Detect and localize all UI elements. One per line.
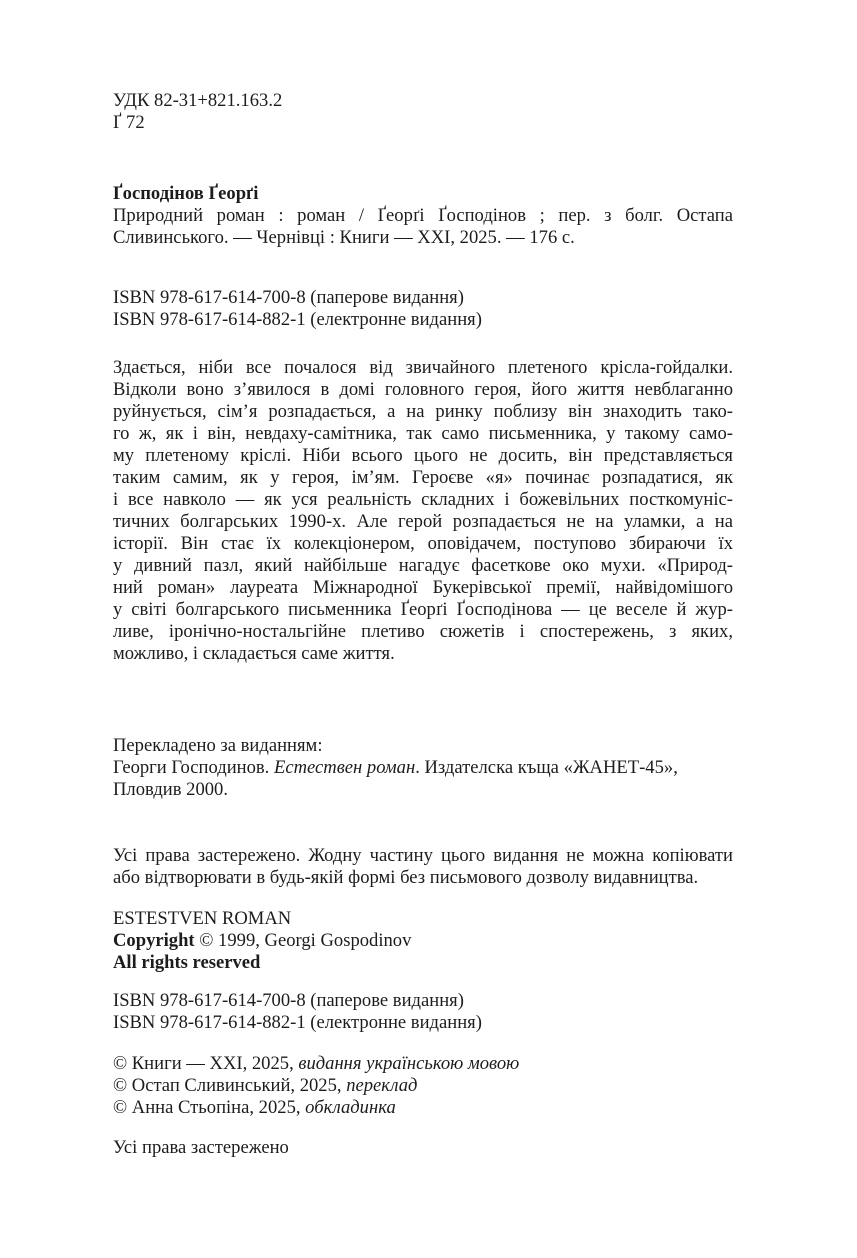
- record-description-line: Природний роман : роман / Ґеорґі Ґосподінов ; пер. з болг. Остапа: [113, 205, 733, 226]
- isbn-print: ISBN 978-617-614-700-8 (паперове видання): [113, 990, 464, 1011]
- annotation-line: руйнується, сім’я розпадається, а на ринку поблизу він знаходить тако-: [113, 401, 733, 422]
- author-mark: Ґ 72: [113, 112, 145, 133]
- isbn-list-bottom: [113, 990, 733, 1034]
- source-title: Естествен роман: [273, 757, 416, 778]
- source-edition-line: [113, 757, 733, 779]
- copyright-role: видання українською мовою: [298, 1053, 520, 1074]
- source-author: Георги Господинов.: [113, 757, 274, 778]
- original-title: ESTESTVEN ROMAN: [113, 908, 292, 929]
- annotation-line: у дивний пазл, який найбільше нагадує фасеткове око мухи. «Природ-: [113, 555, 733, 576]
- annotation-line: Здається, ніби все почалося від звичайного плетеного крісла-гойдалки.: [113, 357, 733, 378]
- copyright-publisher: [113, 1053, 733, 1075]
- udk-code: УДК 82-31+821.163.2: [113, 90, 283, 111]
- annotation-line: і все навколо — як уся реальність складних і божевільних посткомуніс-: [113, 489, 733, 510]
- original-copyright-line: [113, 930, 733, 952]
- copyright-role: обкладинка: [305, 1097, 396, 1118]
- all-rights-reserved: All rights reserved: [113, 952, 261, 973]
- isbn-electronic: ISBN 978-617-614-882-1 (електронне видання): [113, 309, 482, 330]
- isbn-print: ISBN 978-617-614-700-8 (паперове видання): [113, 287, 464, 308]
- rights-line: або відтворювати в будь-якій формі без письмового дозволу видавництва.: [113, 867, 699, 888]
- copyright-label: Copyright: [113, 930, 195, 951]
- bibliographic-record: [113, 183, 733, 249]
- isbn-list-top: [113, 287, 733, 331]
- annotation-line: Відколи воно з’явилося в домі головного героя, його життя невблаганно: [113, 379, 733, 400]
- copyright-translator: [113, 1075, 733, 1097]
- source-place-year: Пловдив 2000.: [113, 779, 228, 800]
- annotation-line: історії. Він стає їх колекціонером, оповідачем, поступово збираючи їх: [113, 533, 733, 554]
- ukrainian-copyrights: [113, 1053, 733, 1119]
- copyright-text: © Остап Сливинський, 2025,: [113, 1075, 347, 1096]
- annotation: [113, 357, 733, 665]
- annotation-line: таким самим, як у героя, ім’ям. Героєве «я» починає розпадатися, як: [113, 467, 733, 488]
- annotation-line: ний роман» лауреата Міжнародної Букерівської премії, найвідомішого: [113, 577, 733, 598]
- catalog-codes: [113, 90, 733, 134]
- record-author: Ґосподінов Ґеорґі: [113, 183, 259, 204]
- original-copyright: [113, 908, 733, 974]
- final-rights: [113, 1137, 733, 1159]
- annotation-line: му плетеному кріслі. Ніби всього цього не досить, він представляється: [113, 445, 733, 466]
- rights-line: Усі права застережено. Жодну частину цього видання не можна копіювати: [113, 845, 733, 866]
- annotation-line: го ж, як і він, невдаху-самітника, так само письменника, у такому само-: [113, 423, 733, 444]
- final-rights-text: Усі права застережено: [113, 1137, 289, 1158]
- annotation-line: у світі болгарського письменника Ґеорґі Ґосподінова — це веселе й жур-: [113, 599, 733, 620]
- copyright-text: © Книги — XXI, 2025,: [113, 1053, 299, 1074]
- rights-notice: [113, 845, 733, 889]
- record-description-line: Сливинського. — Чернівці : Книги — XXI, 2025. — 176 с.: [113, 227, 575, 248]
- source-publisher: . Издателска къща «ЖАНЕТ-45»,: [415, 757, 678, 778]
- annotation-line: ливе, іронічно-ностальгійне плетиво сюжетів і спостережень, з яких,: [113, 621, 733, 642]
- annotation-line: тичних болгарських 1990-х. Але герой розпадається не на уламки, а на: [113, 511, 733, 532]
- copyright-text: © Анна Стьопіна, 2025,: [113, 1097, 306, 1118]
- translated-heading: Перекладено за виданням:: [113, 735, 323, 756]
- copyright-cover-artist: [113, 1097, 733, 1119]
- isbn-electronic: ISBN 978-617-614-882-1 (електронне видання): [113, 1012, 482, 1033]
- copyright-holder: © 1999, Georgi Gospodinov: [194, 930, 412, 951]
- annotation-line: можливо, і складається саме життя.: [113, 643, 395, 664]
- copyright-role: переклад: [346, 1075, 418, 1096]
- translated-from: [113, 735, 733, 801]
